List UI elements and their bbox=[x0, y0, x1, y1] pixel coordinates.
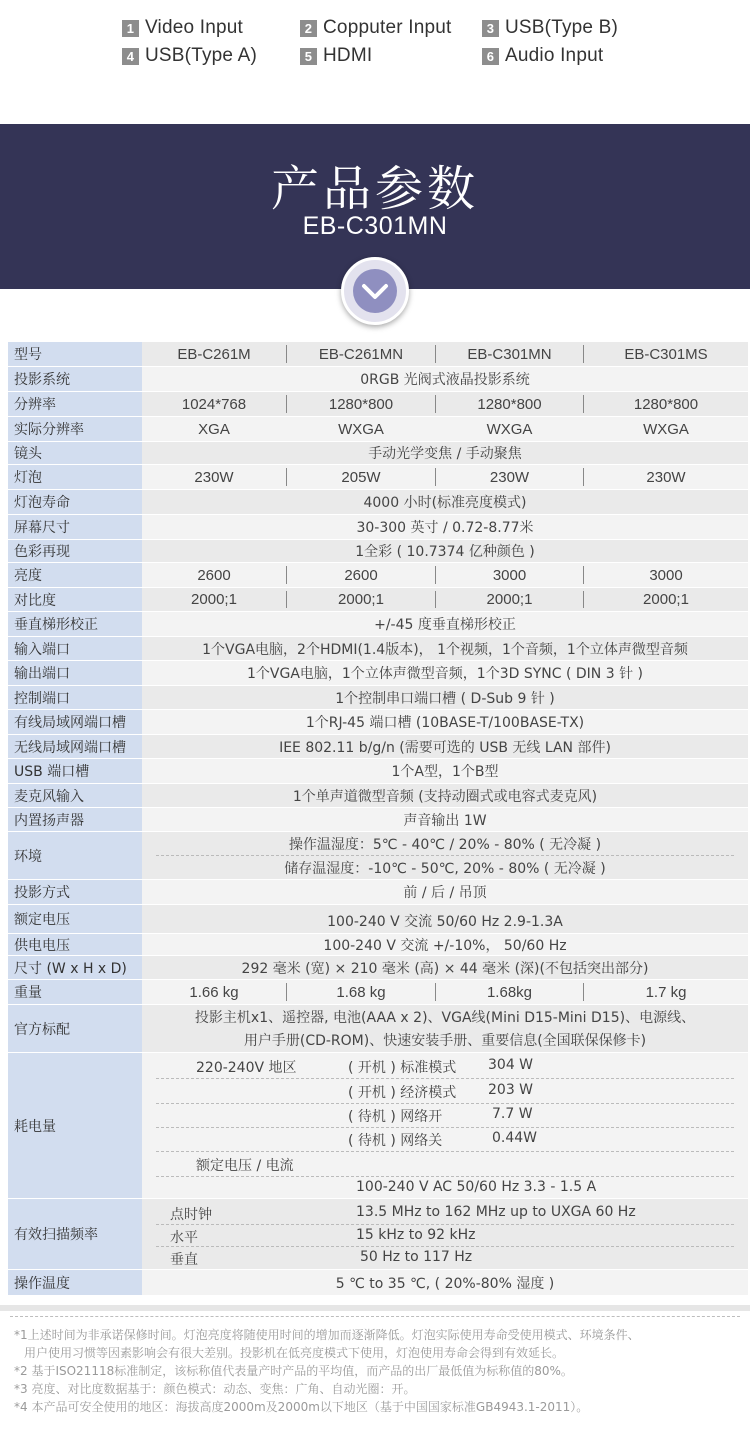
spec-row-supply-voltage bbox=[8, 934, 748, 955]
spec-row-accessories bbox=[8, 1005, 748, 1052]
power-value: 304 W bbox=[488, 1057, 534, 1073]
spec-row-lamp-life bbox=[8, 490, 748, 514]
spec-row-projection-system bbox=[8, 367, 748, 391]
spec-row-keystone bbox=[8, 612, 748, 636]
environment-operating: 操作温湿度：5℃ - 40℃ / 20% - 80% ( 无冷凝 ) bbox=[288, 836, 602, 853]
ports-legend bbox=[0, 0, 750, 124]
value-cell: 1.66 kg bbox=[189, 983, 239, 1001]
rated-label: 额定电压 / 电流 bbox=[196, 1158, 294, 1174]
accessories-line-1: 投影主机x1、遥控器, 电池(AAA x 2)、VGA线(Mini D15-Mini D15)、电源线、 bbox=[194, 1009, 696, 1026]
spec-row-dimensions bbox=[8, 956, 748, 979]
footnote: 用户使用习惯等因素影响会有很大差别。投影机在低亮度模式下使用，灯泡使用寿命会得到有效延长。 bbox=[24, 1346, 565, 1360]
row-label: 垂直梯形校正 bbox=[8, 612, 142, 636]
spec-row-operating-temp bbox=[8, 1270, 748, 1295]
spec-row-usb bbox=[8, 759, 748, 783]
power-mode: ( 待机 ) 网络开 bbox=[348, 1109, 443, 1125]
scan-value: 15 kHz to 92 kHz bbox=[356, 1227, 476, 1243]
port-number-badge: 3 bbox=[482, 20, 499, 37]
spec-row-wireless-lan bbox=[8, 735, 748, 758]
row-value: 4000 小时(标准亮度模式) bbox=[363, 495, 527, 511]
value-cell: 1.68 kg bbox=[336, 983, 386, 1001]
spec-row-screen-size bbox=[8, 515, 748, 539]
value-cell: 1.7 kg bbox=[645, 983, 687, 1001]
spec-row-brightness bbox=[8, 563, 748, 587]
environment-storage: 储存温湿度：-10℃ - 50℃, 20% - 80% ( 无冷凝 ) bbox=[284, 860, 606, 877]
row-value: 0RGB 光阀式液晶投影系统 bbox=[360, 372, 530, 388]
power-mode: ( 待机 ) 网络关 bbox=[348, 1133, 443, 1149]
model-cell: EB-C261MN bbox=[318, 345, 404, 363]
model-cell: EB-C301MN bbox=[467, 345, 552, 363]
footnote: *2 基于ISO21118标准制定，该标称值代表量产时产品的平均值，而产品的出厂最低值为标称值的80%。 bbox=[14, 1364, 573, 1378]
row-label: 环境 bbox=[8, 832, 142, 879]
row-value: 5 ℃ to 35 ℃, ( 20%-80% 湿度 ) bbox=[335, 1275, 555, 1292]
notes-dashed-divider bbox=[10, 1316, 740, 1317]
row-label: 麦克风输入 bbox=[8, 784, 142, 807]
value-cell: 2000;1 bbox=[338, 591, 384, 608]
row-label: 输出端口 bbox=[8, 661, 142, 685]
port-item-computer-input bbox=[300, 17, 452, 39]
power-mode: ( 开机 ) 经济模式 bbox=[348, 1085, 457, 1101]
value-cell: 230W bbox=[489, 468, 530, 486]
port-number-badge: 1 bbox=[122, 20, 139, 37]
row-label: 内置扬声器 bbox=[8, 808, 142, 831]
row-label: 色彩再现 bbox=[8, 540, 142, 562]
row-label: 重量 bbox=[8, 980, 142, 1004]
footnotes bbox=[14, 1326, 742, 1416]
row-label: 官方标配 bbox=[8, 1005, 142, 1052]
model-cell: EB-C301MS bbox=[624, 345, 708, 363]
row-value: 1个控制串口端口槽 ( D-Sub 9 针 ) bbox=[335, 690, 555, 707]
value-cell: 230W bbox=[194, 468, 234, 486]
power-mode: ( 开机 ) 标准模式 bbox=[348, 1060, 457, 1076]
port-label: Audio Input bbox=[505, 45, 604, 66]
power-value: 7.7 W bbox=[492, 1106, 533, 1122]
spec-row-speaker bbox=[8, 808, 748, 831]
row-value: 100-240 V 交流 +/-10%， 50/60 Hz bbox=[323, 937, 567, 954]
value-cell: 1280*800 bbox=[633, 395, 699, 413]
spec-row-model bbox=[8, 342, 748, 366]
scroll-down-button[interactable] bbox=[341, 257, 409, 325]
row-label: 灯泡寿命 bbox=[8, 490, 142, 514]
spec-row-input bbox=[8, 637, 748, 660]
row-label: 无线局域网端口槽 bbox=[8, 735, 142, 758]
row-label: 额定电压 bbox=[8, 905, 142, 933]
value-cell: 1280*800 bbox=[328, 395, 394, 413]
spec-row-power-consumption bbox=[8, 1053, 748, 1198]
row-value: 100-240 V 交流 50/60 Hz 2.9-1.3A bbox=[327, 914, 563, 930]
row-value: 手动光学变焦 / 手动聚焦 bbox=[368, 446, 522, 462]
row-label: 屏幕尺寸 bbox=[8, 515, 142, 539]
scan-name: 水平 bbox=[170, 1230, 198, 1246]
row-value: 292 毫米 (宽) × 210 毫米 (高) × 44 毫米 (深)(不包括突出部分) bbox=[241, 960, 649, 977]
row-value: 1个VGA电脑，1个立体声微型音频，1个3D SYNC ( DIN 3 针 ) bbox=[246, 666, 643, 682]
row-label: 型号 bbox=[8, 342, 142, 366]
row-label: 输入端口 bbox=[8, 637, 142, 660]
spec-row-lens bbox=[8, 442, 748, 464]
row-value: 前 / 后 / 吊顶 bbox=[403, 885, 487, 901]
port-item-hdmi bbox=[300, 45, 372, 67]
footnote: *1上述时间为非承诺保修时间。灯泡亮度将随使用时间的增加而逐渐降低。灯泡实际使用寿命受使用模式、环境条件、 bbox=[14, 1328, 640, 1342]
port-item-video-input bbox=[122, 17, 243, 39]
row-label: 控制端口 bbox=[8, 686, 142, 709]
row-label: 对比度 bbox=[8, 588, 142, 611]
row-label: 亮度 bbox=[8, 563, 142, 587]
row-label: 有效扫描频率 bbox=[8, 1199, 142, 1269]
row-label: USB 端口槽 bbox=[8, 759, 142, 783]
accessories-line-2: 用户手册(CD-ROM)、快速安装手册、重要信息(全国联保保修卡) bbox=[243, 1033, 647, 1049]
chevron-down-icon bbox=[344, 260, 406, 322]
row-label: 投影方式 bbox=[8, 880, 142, 904]
spec-row-scan-frequency bbox=[8, 1199, 748, 1269]
row-value: 1个RJ-45 端口槽 (10BASE-T/100BASE-TX) bbox=[305, 715, 585, 731]
power-value: 0.44W bbox=[492, 1130, 538, 1146]
value-cell: WXGA bbox=[338, 420, 384, 438]
banner-model: EB-C301MN bbox=[302, 212, 448, 240]
port-number-badge: 5 bbox=[300, 48, 317, 65]
port-label: USB(Type B) bbox=[505, 17, 619, 38]
value-cell: 2000;1 bbox=[486, 591, 533, 608]
scan-name: 点时钟 bbox=[170, 1207, 212, 1223]
row-label: 操作温度 bbox=[8, 1270, 142, 1295]
row-value: 1个VGA电脑，2个HDMI(1.4版本)， 1个视频，1个音频，1个立体声微型音频 bbox=[202, 641, 688, 658]
spec-row-weight bbox=[8, 980, 748, 1004]
port-item-usb-b bbox=[482, 17, 618, 39]
rated-value: 100-240 V AC 50/60 Hz 3.3 - 1.5 A bbox=[356, 1179, 597, 1195]
value-cell: XGA bbox=[198, 420, 230, 438]
power-region: 220-240V 地区 bbox=[196, 1060, 297, 1076]
row-label: 镜头 bbox=[8, 442, 142, 464]
spec-row-rated-voltage bbox=[8, 905, 748, 933]
spec-row-environment bbox=[8, 832, 748, 879]
value-cell: 205W bbox=[341, 468, 381, 486]
value-cell: 230W bbox=[646, 468, 686, 486]
row-label: 分辨率 bbox=[8, 392, 142, 416]
power-value: 203 W bbox=[488, 1082, 534, 1098]
value-cell: 2000;1 bbox=[643, 591, 689, 608]
value-cell: 2600 bbox=[344, 566, 378, 584]
row-value: +/-45 度垂直梯形校正 bbox=[374, 617, 516, 633]
port-label: HDMI bbox=[323, 45, 373, 66]
port-item-usb-a bbox=[122, 45, 257, 67]
row-label: 尺寸 (W x H x D) bbox=[8, 956, 142, 979]
row-values bbox=[142, 342, 748, 366]
row-value: 30-300 英寸 / 0.72-8.77米 bbox=[356, 520, 534, 536]
spec-row-resolution bbox=[8, 392, 748, 416]
port-label: Copputer Input bbox=[323, 17, 452, 38]
value-cell: 2600 bbox=[197, 566, 231, 584]
value-cell: 3000 bbox=[649, 566, 683, 584]
spec-row-wired-lan bbox=[8, 710, 748, 734]
notes-separator bbox=[0, 1305, 750, 1311]
port-number-badge: 2 bbox=[300, 20, 317, 37]
row-value: IEE 802.11 b/g/n (需要可选的 USB 无线 LAN 部件) bbox=[279, 739, 611, 756]
spec-row-lamp bbox=[8, 465, 748, 489]
value-cell: WXGA bbox=[486, 420, 533, 438]
model-cell: EB-C261M bbox=[177, 345, 251, 363]
row-label: 有线局域网端口槽 bbox=[8, 710, 142, 734]
port-label: USB(Type A) bbox=[145, 45, 258, 66]
banner-title: 产品参数 bbox=[270, 161, 479, 217]
value-cell: 2000;1 bbox=[191, 591, 237, 608]
spec-row-projection-method bbox=[8, 880, 748, 904]
spec-row-native-resolution bbox=[8, 417, 748, 441]
scan-name: 垂直 bbox=[170, 1252, 198, 1268]
value-cell: WXGA bbox=[643, 420, 689, 438]
row-label: 实际分辨率 bbox=[8, 417, 142, 441]
row-value: 1个单声道微型音频 (支持动圈式或电容式麦克风) bbox=[292, 788, 598, 805]
port-number-badge: 6 bbox=[482, 48, 499, 65]
row-label: 投影系统 bbox=[8, 367, 142, 391]
scan-value: 50 Hz to 117 Hz bbox=[360, 1249, 473, 1265]
port-number-badge: 4 bbox=[122, 48, 139, 65]
row-label: 灯泡 bbox=[8, 465, 142, 489]
row-value: 1个A型，1个B型 bbox=[391, 764, 499, 780]
port-item-audio-input bbox=[482, 45, 603, 67]
value-cell: 1.68kg bbox=[486, 983, 533, 1001]
value-cell: 3000 bbox=[492, 566, 527, 584]
row-label: 耗电量 bbox=[8, 1053, 142, 1198]
spec-row-contrast bbox=[8, 588, 748, 611]
row-label: 供电电压 bbox=[8, 934, 142, 955]
footnote: *3 亮度、对比度数据基于：颜色模式：动态、变焦：广角、自动光圈：开。 bbox=[14, 1382, 416, 1396]
value-cell: 1024*768 bbox=[181, 395, 247, 413]
port-label: Video Input bbox=[145, 17, 243, 38]
row-value: 声音输出 1W bbox=[403, 812, 487, 829]
footnote: *4 本产品可安全使用的地区：海拔高度2000m及2000m以下地区（基于中国国家标准GB4943.1-2011）。 bbox=[14, 1400, 589, 1414]
value-cell: 1280*800 bbox=[477, 395, 542, 413]
spec-row-color bbox=[8, 540, 748, 562]
scan-value: 13.5 MHz to 162 MHz up to UXGA 60 Hz bbox=[356, 1204, 636, 1220]
row-value: 1全彩 ( 10.7374 亿种颜色 ) bbox=[355, 544, 535, 560]
spec-row-output bbox=[8, 661, 748, 685]
spec-row-mic bbox=[8, 784, 748, 807]
spec-row-control bbox=[8, 686, 748, 709]
